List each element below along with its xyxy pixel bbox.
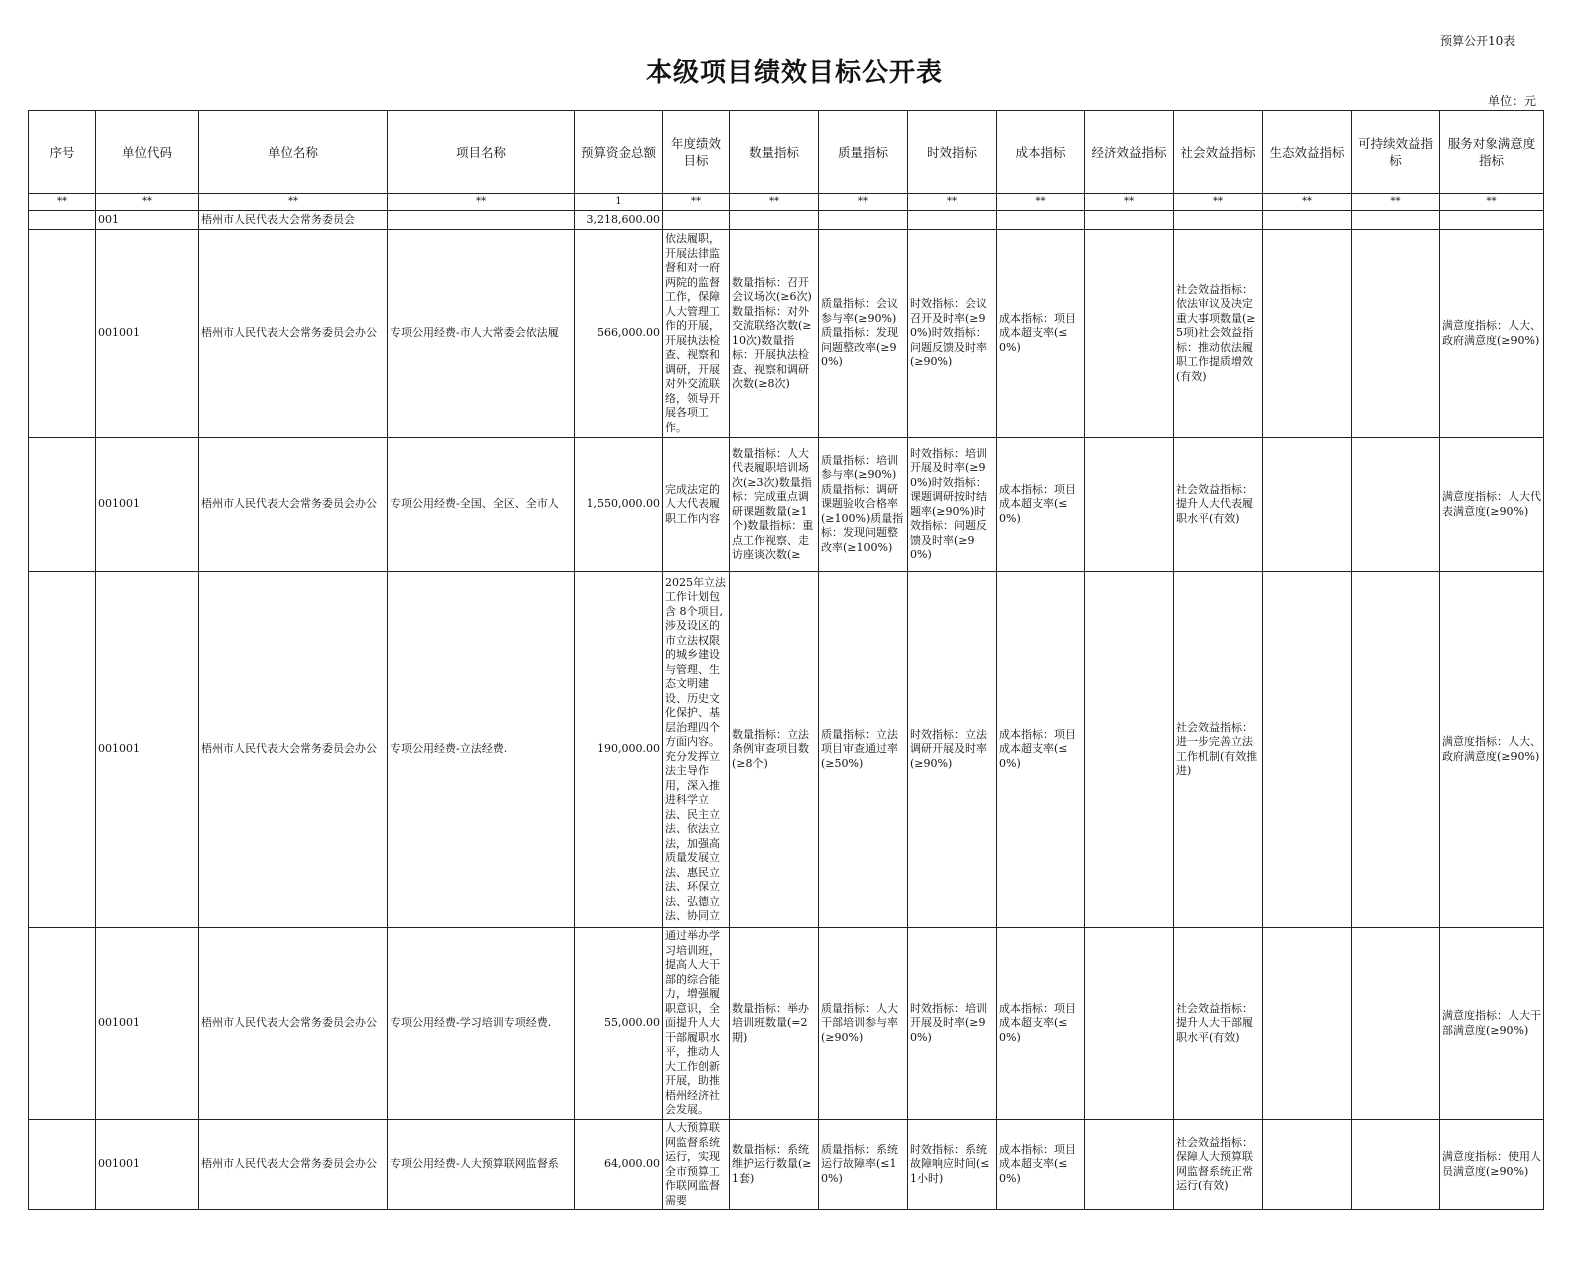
marker-row xyxy=(29,194,1544,211)
marker-cell: ** xyxy=(663,194,730,211)
cost-indicator-cell: 成本指标：项目成本超支率(≤0%) xyxy=(997,572,1085,928)
unit-name-cell: 梧州市人民代表大会常务委员会办公 xyxy=(199,928,388,1120)
table-cell xyxy=(663,211,730,230)
timeliness-indicator-cell: 时效指标：会议召开及时率(≥90%)时效指标：问题反馈及时率(≥90%) xyxy=(908,230,997,438)
quantity-indicator-cell: 数量指标：系统维护运行数量(≥1套) xyxy=(730,1120,819,1210)
quality-indicator-cell: 质量指标：人大干部培训参与率(≥90%) xyxy=(819,928,908,1120)
timeliness-indicator-cell: 时效指标：系统故障响应时间(≤1小时) xyxy=(908,1120,997,1210)
unit-name-cell: 梧州市人民代表大会常务委员会办公 xyxy=(199,572,388,928)
header-cell: 单位代码 xyxy=(96,111,199,194)
cost-indicator-cell: 成本指标：项目成本超支率(≤0%) xyxy=(997,928,1085,1120)
ecological-indicator-cell xyxy=(1263,572,1352,928)
header-cell: 序号 xyxy=(29,111,96,194)
sustainable-indicator-cell xyxy=(1352,230,1440,438)
table-cell xyxy=(1085,211,1174,230)
sustainable-indicator-cell xyxy=(1352,928,1440,1120)
ecological-indicator-cell xyxy=(1263,928,1352,1120)
marker-cell: ** xyxy=(997,194,1085,211)
quantity-indicator-cell: 数量指标：举办培训班数量(=2期) xyxy=(730,928,819,1120)
table-row xyxy=(29,928,1544,1120)
social-indicator-cell: 社会效益指标：提升人大干部履职水平(有效) xyxy=(1174,928,1263,1120)
table-cell xyxy=(908,211,997,230)
quality-indicator-cell: 质量指标：系统运行故障率(≤10%) xyxy=(819,1120,908,1210)
quality-indicator-cell: 质量指标：培训参与率(≥90%)质量指标：调研课题验收合格率(≥100%)质量指标：发现问题整改率(≥100%) xyxy=(819,438,908,572)
seq-cell xyxy=(29,438,96,572)
currency-unit-label: 单位：元 xyxy=(1488,94,1537,108)
budget-amount-cell: 1,550,000.00 xyxy=(575,438,663,572)
satisfaction-indicator-cell: 满意度指标：使用人员满意度(≥90%) xyxy=(1440,1120,1544,1210)
table-cell xyxy=(730,211,819,230)
marker-cell: ** xyxy=(1440,194,1544,211)
quantity-indicator-cell: 数量指标：人大代表履职培训场次(≥3次)数量指标：完成重点调研课题数量(≥1个)数量指标：重点工作视察、走访座谈次数(≥ xyxy=(730,438,819,572)
economic-indicator-cell xyxy=(1085,1120,1174,1210)
marker-cell: ** xyxy=(96,194,199,211)
header-cell: 单位名称 xyxy=(199,111,388,194)
seq-cell xyxy=(29,928,96,1120)
annual-goal-cell: 人大预算联网监督系统运行，实现全市预算工作联网监督需要 xyxy=(663,1120,730,1210)
table-cell xyxy=(1440,211,1544,230)
cost-indicator-cell: 成本指标：项目成本超支率(≤0%) xyxy=(997,1120,1085,1210)
unit-name-cell: 梧州市人民代表大会常务委员会办公 xyxy=(199,230,388,438)
header-cell: 预算资金总额 xyxy=(575,111,663,194)
annual-goal-cell: 依法履职，开展法律监督和对一府两院的监督工作，保障人大管理工作的开展，开展执法检查、视察和调研，开展对外交流联络，领导开展各项工作。 xyxy=(663,230,730,438)
seq-cell xyxy=(29,1120,96,1210)
performance-target-table xyxy=(28,110,1544,1210)
budget-amount-cell: 190,000.00 xyxy=(575,572,663,928)
quality-indicator-cell: 质量指标：立法项目审查通过率(≥50%) xyxy=(819,572,908,928)
economic-indicator-cell xyxy=(1085,572,1174,928)
budget-amount-cell: 566,000.00 xyxy=(575,230,663,438)
header-cell: 数量指标 xyxy=(730,111,819,194)
form-code-label: 预算公开10表 xyxy=(1440,34,1516,48)
header-cell: 服务对象满意度指标 xyxy=(1440,111,1544,194)
sustainable-indicator-cell xyxy=(1352,1120,1440,1210)
table-cell xyxy=(819,211,908,230)
table-cell xyxy=(29,211,96,230)
table-cell xyxy=(1263,211,1352,230)
project-name-cell: 专项公用经费-人大预算联网监督系 xyxy=(388,1120,575,1210)
table-cell xyxy=(1352,211,1440,230)
header-cell: 生态效益指标 xyxy=(1263,111,1352,194)
social-indicator-cell: 社会效益指标：保障人大预算联网监督系统正常运行(有效) xyxy=(1174,1120,1263,1210)
unit-summary-row xyxy=(29,211,1544,230)
timeliness-indicator-cell: 时效指标：立法调研开展及时率(≥90%) xyxy=(908,572,997,928)
page-title: 本级项目绩效目标公开表 xyxy=(645,58,943,88)
unit-code-cell: 001001 xyxy=(96,438,199,572)
social-indicator-cell: 社会效益指标：依法审议及决定重大事项数量(≥5项)社会效益指标：推动依法履职工作提质增效(有效) xyxy=(1174,230,1263,438)
project-name-cell: 专项公用经费-全国、全区、全市人 xyxy=(388,438,575,572)
marker-cell: ** xyxy=(29,194,96,211)
marker-cell: ** xyxy=(1085,194,1174,211)
annual-goal-cell: 通过举办学习培训班，提高人大干部的综合能力，增强履职意识，全面提升人大干部履职水平，推动人大工作创新开展，助推梧州经济社会发展。 xyxy=(663,928,730,1120)
seq-cell xyxy=(29,230,96,438)
marker-cell: ** xyxy=(1263,194,1352,211)
header-cell: 成本指标 xyxy=(997,111,1085,194)
social-indicator-cell: 社会效益指标：提升人大代表履职水平(有效) xyxy=(1174,438,1263,572)
marker-cell: 1 xyxy=(575,194,663,211)
satisfaction-indicator-cell: 满意度指标：人大、政府满意度(≥90%) xyxy=(1440,572,1544,928)
table-row xyxy=(29,230,1544,438)
satisfaction-indicator-cell: 满意度指标：人大代表满意度(≥90%) xyxy=(1440,438,1544,572)
header-cell: 可持续效益指标 xyxy=(1352,111,1440,194)
seq-cell xyxy=(29,572,96,928)
table-cell xyxy=(1174,211,1263,230)
timeliness-indicator-cell: 时效指标：培训开展及时率(≥90%) xyxy=(908,928,997,1120)
ecological-indicator-cell xyxy=(1263,230,1352,438)
marker-cell: ** xyxy=(1174,194,1263,211)
unit-amount-cell: 3,218,600.00 xyxy=(575,211,663,230)
sustainable-indicator-cell xyxy=(1352,572,1440,928)
project-name-cell: 专项公用经费-学习培训专项经费. xyxy=(388,928,575,1120)
marker-cell: ** xyxy=(730,194,819,211)
table-row xyxy=(29,572,1544,928)
marker-cell: ** xyxy=(908,194,997,211)
cost-indicator-cell: 成本指标：项目成本超支率(≤0%) xyxy=(997,230,1085,438)
marker-cell: ** xyxy=(199,194,388,211)
unit-name-cell: 梧州市人民代表大会常务委员会办公 xyxy=(199,438,388,572)
table-cell xyxy=(997,211,1085,230)
unit-name-cell: 梧州市人民代表大会常务委员会 xyxy=(199,211,388,230)
satisfaction-indicator-cell: 满意度指标：人大干部满意度(≥90%) xyxy=(1440,928,1544,1120)
unit-code-cell: 001001 xyxy=(96,928,199,1120)
satisfaction-indicator-cell: 满意度指标：人大、政府满意度(≥90%) xyxy=(1440,230,1544,438)
header-cell: 经济效益指标 xyxy=(1085,111,1174,194)
timeliness-indicator-cell: 时效指标：培训开展及时率(≥90%)时效指标：课题调研按时结题率(≥90%)时效指标：问题反馈及时率(≥90%) xyxy=(908,438,997,572)
unit-code-cell: 001001 xyxy=(96,572,199,928)
social-indicator-cell: 社会效益指标：进一步完善立法工作机制(有效推进) xyxy=(1174,572,1263,928)
budget-amount-cell: 64,000.00 xyxy=(575,1120,663,1210)
marker-cell: ** xyxy=(1352,194,1440,211)
economic-indicator-cell xyxy=(1085,928,1174,1120)
unit-code-cell: 001001 xyxy=(96,230,199,438)
unit-code-cell: 001 xyxy=(96,211,199,230)
project-name-cell: 专项公用经费-市人大常委会依法履 xyxy=(388,230,575,438)
economic-indicator-cell xyxy=(1085,438,1174,572)
cost-indicator-cell: 成本指标：项目成本超支率(≤0%) xyxy=(997,438,1085,572)
ecological-indicator-cell xyxy=(1263,1120,1352,1210)
budget-amount-cell: 55,000.00 xyxy=(575,928,663,1120)
header-row xyxy=(29,111,1544,194)
marker-cell: ** xyxy=(819,194,908,211)
annual-goal-cell: 完成法定的人大代表履职工作内容 xyxy=(663,438,730,572)
header-cell: 年度绩效目标 xyxy=(663,111,730,194)
header-cell: 时效指标 xyxy=(908,111,997,194)
header-cell: 质量指标 xyxy=(819,111,908,194)
table-cell xyxy=(388,211,575,230)
quality-indicator-cell: 质量指标：会议参与率(≥90%)质量指标：发现问题整改率(≥90%) xyxy=(819,230,908,438)
header-cell: 社会效益指标 xyxy=(1174,111,1263,194)
marker-cell: ** xyxy=(388,194,575,211)
table-row xyxy=(29,1120,1544,1210)
quantity-indicator-cell: 数量指标：召开会议场次(≥6次)数量指标：对外交流联络次数(≥10次)数量指标：开展执法检查、视察和调研次数(≥8次) xyxy=(730,230,819,438)
economic-indicator-cell xyxy=(1085,230,1174,438)
project-name-cell: 专项公用经费-立法经费. xyxy=(388,572,575,928)
unit-name-cell: 梧州市人民代表大会常务委员会办公 xyxy=(199,1120,388,1210)
ecological-indicator-cell xyxy=(1263,438,1352,572)
header-cell: 项目名称 xyxy=(388,111,575,194)
unit-code-cell: 001001 xyxy=(96,1120,199,1210)
table-row xyxy=(29,438,1544,572)
quantity-indicator-cell: 数量指标：立法条例审查项目数(≥8个) xyxy=(730,572,819,928)
sustainable-indicator-cell xyxy=(1352,438,1440,572)
annual-goal-cell: 2025年立法工作计划包含 8个项目,涉及设区的市立法权限的城乡建设与管理、生态文明建设、历史文化保护、基层治理四个方面内容。充分发挥立法主导作用，深入推进科学立法、民主立法、依法立法，加强高质量发展立法、惠民立法、环保立法、弘德立法、协同立 xyxy=(663,572,730,928)
